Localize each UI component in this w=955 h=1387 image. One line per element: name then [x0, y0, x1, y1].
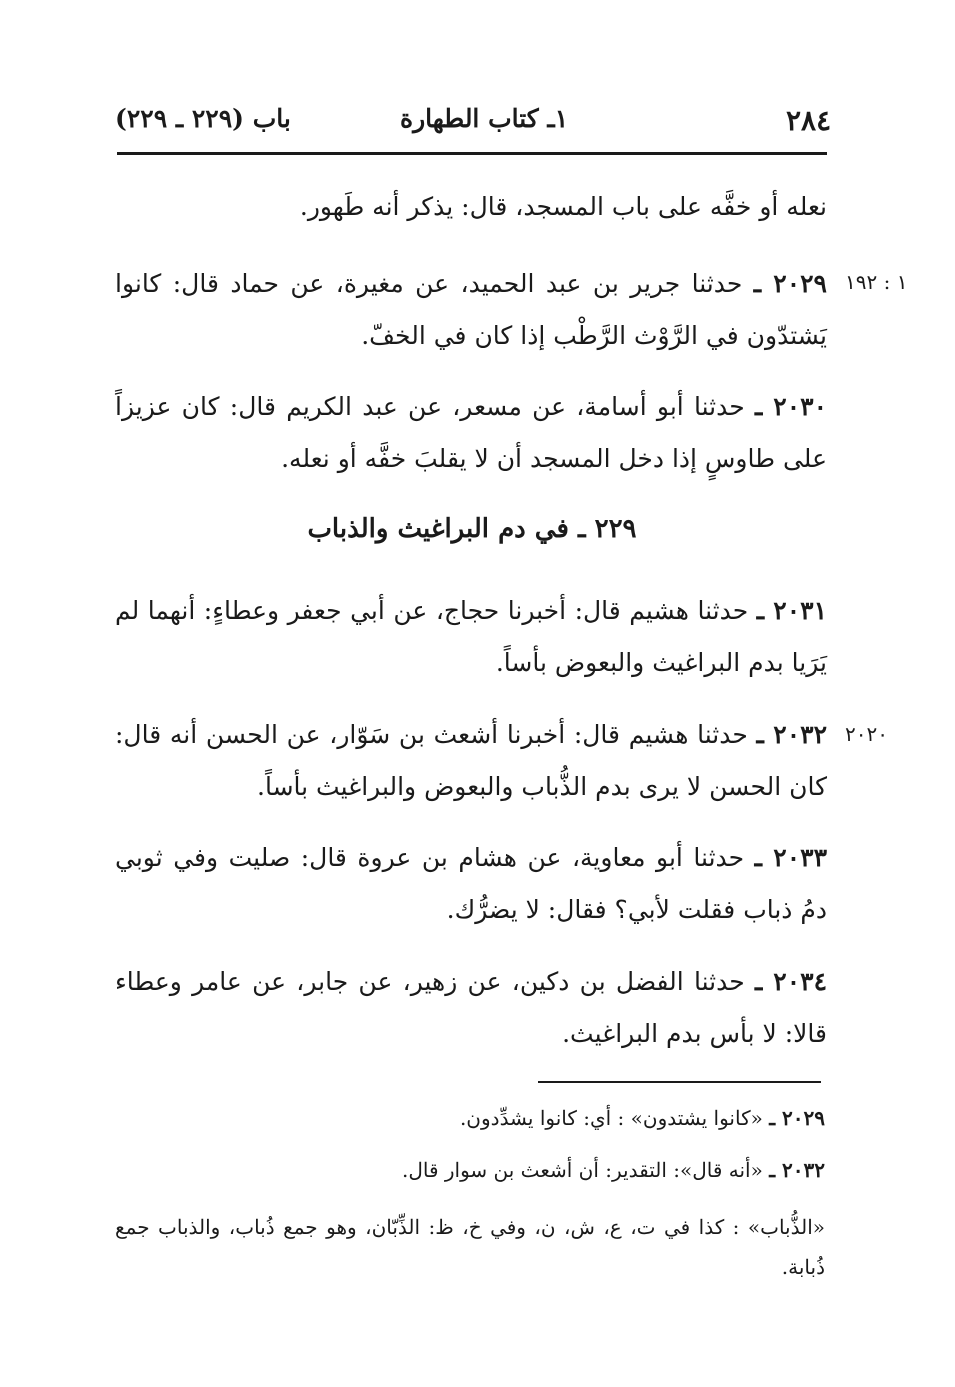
- hadith-text: حدثنا هشيم قال: أخبرنا حجاج، عن أبي جعفر وعطاءٍ: أنهما لم يَرَيا بدم البراغيث والبعوض بأساً.: [115, 596, 827, 677]
- hadith-text: حدثنا أبو معاوية، عن هشام بن عروة قال: صليت وفي ثوبي دمُ ذباب فقلت لأبي؟ فقال: لا يضرُّك.: [115, 843, 827, 924]
- hadith-number: ٢٠٣٢ ـ: [756, 720, 828, 749]
- intro-line: نعله أو خفَّه على باب المسجد، قال: يذكر أنه طَهور.: [299, 192, 827, 221]
- hadith-text: حدثنا جرير بن عبد الحميد، عن مغيرة، عن حماد قال: كانوا يَشتدّون في الرَّوْث الرَّطْب إذا كان في الخفّ.: [115, 269, 827, 350]
- hadith-number: ٢٠٣١ ـ: [756, 596, 828, 625]
- hadith-2030: [115, 381, 827, 485]
- footnote-divider: [538, 1081, 821, 1083]
- footnote-text: «كانوا يشتدون» : أي: كانوا يشدِّدون.: [459, 1106, 763, 1130]
- hadith-number: ٢٠٣٠ ـ: [754, 392, 828, 421]
- hadith-text: حدثنا الفضل بن دكين، عن زهير، عن جابر، عن عامر وعطاء قالا: لا بأس بدم البراغيث.: [115, 967, 827, 1048]
- footnote-number: ٢٠٢٩ ـ: [769, 1106, 825, 1130]
- footnote-number: ٢٠٣٢ ـ: [769, 1158, 825, 1182]
- footnote: [115, 1150, 825, 1190]
- hadith-2033: [115, 832, 827, 936]
- footnote: [115, 1098, 825, 1138]
- hadith-number: ٢٠٣٣ ـ: [754, 843, 827, 872]
- margin-reference: ٢٠٢٠: [845, 722, 888, 746]
- book-title: ١ـ كتاب الطهارة: [400, 104, 569, 133]
- section-heading: ٢٢٩ ـ في دم البراغيث والذباب: [307, 514, 637, 544]
- hadith-2032: [115, 709, 827, 813]
- header-divider: [117, 152, 827, 155]
- hadith-number: ٢٠٣٤ ـ: [754, 967, 828, 996]
- hadith-text: حدثنا أبو أسامة، عن مسعر، عن عبد الكريم قال: كان عزيزاً على طاوسٍ إذا دخل المسجد أن لا يقلبَ خفَّه أو نعله.: [115, 392, 827, 473]
- page-number: ٢٨٤: [786, 104, 832, 137]
- margin-reference: ١ : ١٩٢: [845, 270, 908, 294]
- hadith-2031: [115, 585, 827, 689]
- hadith-text: حدثنا هشيم قال: أخبرنا أشعث بن سَوّار، عن الحسن أنه قال: كان الحسن لا يرى بدم الذُّباب والبعوض والبراغيث بأساً.: [115, 720, 827, 801]
- hadith-2034: [115, 956, 827, 1060]
- chapter-range: باب (٢٢٩ ـ ٢٢٩): [115, 104, 291, 133]
- hadith-2029: [115, 258, 827, 362]
- footnote-text: «أنه قال»: التقدير: أن أشعث بن سوار قال.: [401, 1158, 763, 1182]
- hadith-number: ٢٠٢٩ ـ: [753, 269, 827, 298]
- footnote: [115, 1207, 825, 1287]
- footnote-text: «الذُّباب» : كذا في ت، ع، ش، ن، وفي خ، ظ: الذِّبّان، وهو جمع ذُباب، والذباب جمع ذُبابة.: [115, 1215, 825, 1279]
